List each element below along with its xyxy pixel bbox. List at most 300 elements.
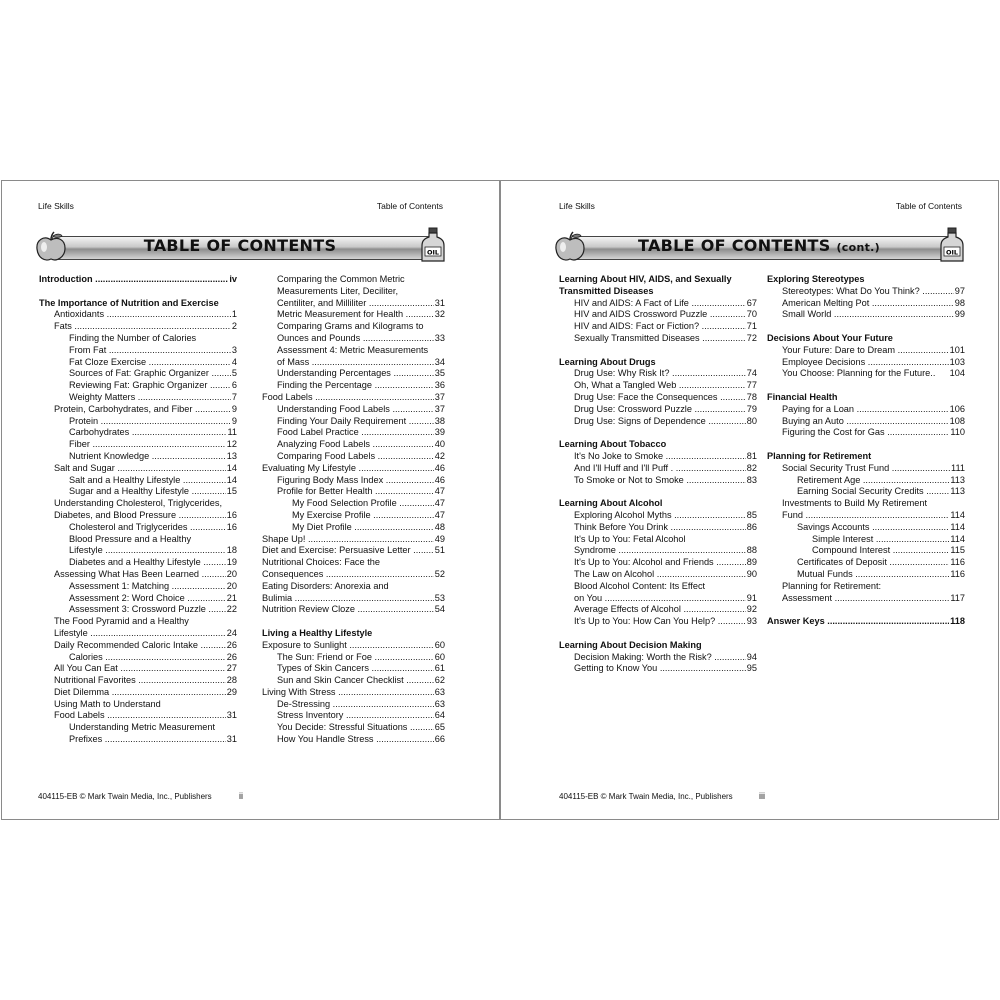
toc-entry	[262, 451, 445, 463]
toc-entry-page: 47	[434, 498, 445, 509]
toc-entry	[262, 710, 445, 722]
toc-entry-page: 95	[746, 663, 757, 674]
toc-entry-title: Figuring the Cost for Gas .....	[782, 427, 965, 437]
toc-entry	[262, 286, 445, 298]
toc-entry-page: 24	[226, 627, 237, 638]
toc-entry-page: 49	[434, 533, 445, 544]
toc-entry-title: To Smoke or Not to Smoke .....	[574, 475, 757, 485]
toc-entry-page: 116	[950, 557, 965, 568]
toc-entry	[262, 604, 445, 616]
toc-entry-title: Diet Dilemma .....	[54, 687, 237, 697]
toc-entry-title: Drug Use: Why Risk It? .....	[574, 368, 757, 378]
toc-entry	[767, 274, 965, 286]
toc-entry-title: The Law on Alcohol .....	[574, 569, 757, 579]
toc-entry	[767, 463, 965, 475]
toc-entry-page: 81	[746, 450, 757, 461]
toc-entry	[559, 392, 757, 404]
toc-entry-title: Diabetes and a Healthy Lifestyle .....	[69, 557, 237, 567]
toc-entry	[39, 321, 237, 333]
toc-entry	[262, 380, 445, 392]
toc-entry	[262, 309, 445, 321]
toc-entry	[39, 416, 237, 428]
toc-entry-page: 92	[746, 604, 757, 615]
toc-entry-title: Fats .....	[54, 321, 237, 331]
toc-entry-title: Drug Use: Crossword Puzzle .....	[574, 404, 757, 414]
toc-entry-page: 32	[434, 309, 445, 320]
toc-entry-title: Fiber .....	[69, 439, 237, 449]
toc-entry	[559, 451, 757, 463]
toc-entry-title: Learning About Decision Making	[559, 639, 702, 650]
toc-entry-title: Shape Up! .....	[262, 534, 445, 544]
toc-entry-page: 6	[231, 380, 237, 391]
toc-entry-page: 12	[226, 439, 237, 450]
toc-entry	[39, 569, 237, 581]
toc-entry	[559, 652, 757, 664]
toc-entry-title: Learning About Alcohol	[559, 498, 663, 509]
toc-entry	[559, 510, 757, 522]
toc-entry	[39, 368, 237, 380]
toc-entry	[559, 380, 757, 392]
toc-entry-page: 33	[434, 332, 445, 343]
toc-entry	[262, 545, 445, 557]
toc-entry-page: 79	[746, 403, 757, 414]
toc-column-1	[39, 274, 237, 746]
toc-entry-page: 88	[746, 545, 757, 556]
toc-entry-page: 63	[434, 698, 445, 709]
toc-entry	[767, 581, 965, 593]
toc-entry	[559, 333, 757, 345]
toc-entry	[559, 640, 757, 652]
toc-entry	[767, 392, 965, 404]
toc-entry	[262, 522, 445, 534]
toc-entry-title: It's Up to You: Fetal Alcohol	[574, 533, 686, 544]
toc-entry-title: Protein .....	[69, 416, 237, 426]
toc-entry	[767, 475, 965, 487]
toc-entry	[767, 616, 965, 628]
toc-entry-page: 31	[226, 734, 237, 745]
toc-entry-page: 35	[434, 368, 445, 379]
toc-entry	[39, 510, 237, 522]
page-title-suffix: (cont.)	[836, 241, 880, 254]
toc-entry	[767, 593, 965, 605]
toc-entry	[39, 427, 237, 439]
toc-entry	[262, 404, 445, 416]
toc-column-2	[262, 274, 445, 746]
toc-entry-title: Sources of Fat: Graphic Organizer .....	[69, 368, 237, 378]
toc-entry-title: Syndrome .....	[574, 545, 757, 555]
toc-entry-page: 37	[434, 403, 445, 414]
toc-entry-title: Food Labels .....	[262, 392, 445, 402]
toc-entry-title: Retirement Age .....	[797, 475, 965, 485]
toc-entry-page: 93	[746, 616, 757, 627]
toc-entry	[39, 345, 237, 357]
toc-entry-title: Living With Stress .....	[262, 687, 445, 697]
toc-entry-title: Prefixes .....	[69, 734, 237, 744]
toc-entry	[767, 427, 965, 439]
toc-entry-page: 71	[746, 321, 757, 332]
toc-entry-title: Finding the Number of Calories	[69, 332, 197, 343]
toc-entry-title: Financial Health	[767, 391, 838, 402]
toc-entry-title: Assessing What Has Been Learned .....	[54, 569, 237, 579]
toc-entry	[262, 486, 445, 498]
toc-entry	[767, 498, 965, 510]
toc-entry-page: 19	[226, 557, 237, 568]
title-banner	[34, 231, 446, 263]
toc-entry	[559, 581, 757, 593]
toc-entry-page: 46	[434, 474, 445, 485]
toc-entry	[39, 475, 237, 487]
toc-entry-page: 15	[226, 486, 237, 497]
toc-entry-title: Paying for a Loan .....	[782, 404, 965, 414]
toc-entry-title: Answer Keys .....	[767, 616, 965, 626]
toc-entry-title: Exploring Stereotypes	[767, 274, 865, 284]
toc-entry-title: HIV and AIDS: Fact or Fiction? .....	[574, 321, 757, 331]
toc-entry	[262, 368, 445, 380]
toc-entry-page: 113	[950, 486, 965, 497]
toc-entry-title: Comparing Grams and Kilograms to	[277, 321, 424, 332]
toc-entry	[39, 404, 237, 416]
running-header-right: Table of Contents	[376, 201, 443, 211]
toc-entry-page: 65	[434, 722, 445, 733]
toc-entry-title: Understanding Metric Measurement	[69, 722, 216, 733]
toc-entry-page: 91	[746, 592, 757, 603]
toc-entry-title: Mutual Funds .....	[797, 569, 965, 579]
toc-entry	[767, 368, 965, 380]
toc-entry-title: Diabetes, and Blood Pressure .....	[54, 510, 237, 520]
toc-entry	[559, 545, 757, 557]
toc-entry	[767, 309, 965, 321]
toc-entry-title: Daily Recommended Caloric Intake .....	[54, 640, 237, 650]
toc-entry	[39, 604, 237, 616]
toc-entry-title: It's Up to You: How Can You Help? .....	[574, 616, 757, 626]
toc-entry-page: 31	[434, 297, 445, 308]
toc-entry-title: Salt and Sugar .....	[54, 463, 237, 473]
toc-entry	[39, 534, 237, 546]
toc-entry	[559, 309, 757, 321]
toc-entry-title: Carbohydrates .....	[69, 427, 237, 437]
toc-entry-page: 37	[434, 391, 445, 402]
toc-entry-page: 1	[231, 309, 237, 320]
toc-entry	[767, 534, 965, 546]
toc-entry	[262, 640, 445, 652]
toc-entry-title: Ounces and Pounds .....	[277, 333, 445, 343]
toc-entry-page: 51	[434, 545, 445, 556]
toc-entry	[262, 675, 445, 687]
toc-entry	[767, 286, 965, 298]
toc-entry	[262, 439, 445, 451]
toc-entry-title: Buying an Auto .....	[782, 416, 965, 426]
toc-entry-page: 62	[434, 675, 445, 686]
toc-entry-page: 52	[434, 568, 445, 579]
toc-entry-title: Sexually Transmitted Diseases .....	[574, 333, 757, 343]
toc-entry-title: Lifestyle .....	[69, 545, 237, 555]
toc-entry-title: Assessment 1: Matching .....	[69, 581, 237, 591]
toc-entry-page: 47	[434, 486, 445, 497]
toc-entry-title: Employee Decisions .....	[782, 357, 965, 367]
toc-entry-page: 16	[226, 509, 237, 520]
toc-entry	[39, 274, 237, 286]
toc-entry-title: Assessment 2: Word Choice .....	[69, 593, 237, 603]
toc-column-2	[767, 274, 965, 628]
toc-entry-page: 82	[746, 462, 757, 473]
toc-entry-title: Drug Use: Signs of Dependence .....	[574, 416, 757, 426]
toc-entry	[39, 616, 237, 628]
toc-entry-title: Your Future: Dare to Dream .....	[782, 345, 965, 355]
toc-entry-title: Decision Making: Worth the Risk? .....	[574, 652, 757, 662]
toc-entry	[39, 451, 237, 463]
toc-entry-title: Comparing the Common Metric	[277, 274, 405, 284]
toc-entry-title: Planning for Retirement	[767, 450, 872, 461]
toc-entry-page: 7	[231, 391, 237, 402]
toc-entry-title: Food Label Practice .....	[277, 427, 445, 437]
toc-entry	[262, 663, 445, 675]
toc-entry-title: Planning for Retirement:	[782, 580, 882, 591]
toc-entry-title: It's Up to You: Alcohol and Friends .....	[574, 557, 757, 567]
running-header-right: Table of Contents	[895, 201, 962, 211]
toc-entry	[262, 722, 445, 734]
toc-entry	[559, 357, 757, 369]
toc-entry	[262, 298, 445, 310]
toc-entry-title: You Decide: Stressful Situations .....	[277, 722, 445, 732]
toc-entry-title: And I'll Huff and I'll Puff . .....	[574, 463, 757, 473]
toc-entry-page: 114	[950, 509, 965, 520]
toc-entry	[262, 734, 445, 746]
toc-entry-title: Certificates of Deposit .....	[797, 557, 965, 567]
toc-entry-title: My Diet Profile .....	[292, 522, 445, 532]
toc-entry-title: Oh, What a Tangled Web .....	[574, 380, 757, 390]
toc-entry-title: Measurements Liter, Deciliter,	[277, 285, 399, 296]
toc-entry-title: Introduction .....	[39, 274, 237, 284]
toc-entry-title: Decisions About Your Future	[767, 332, 893, 343]
left-page	[1, 180, 500, 820]
toc-entry-title: Assessment 3: Crossword Puzzle .....	[69, 604, 237, 614]
toc-entry-title: Calories .....	[69, 652, 237, 662]
toc-entry-page: 70	[746, 309, 757, 320]
toc-entry-title: Using Math to Understand	[54, 698, 161, 709]
toc-entry-page: 21	[226, 592, 237, 603]
toc-entry	[262, 427, 445, 439]
title-banner	[553, 231, 965, 263]
toc-entry-title: Drug Use: Face the Consequences .....	[574, 392, 757, 402]
toc-entry-title: of Mass .....	[277, 357, 445, 367]
toc-entry-page: 74	[746, 368, 757, 379]
toc-entry-page: 2	[231, 321, 237, 332]
toc-entry-title: Nutritional Favorites .....	[54, 675, 237, 685]
page-title	[553, 236, 965, 255]
toc-entry-page: 53	[434, 592, 445, 603]
toc-entry-title: Assessment .....	[782, 593, 965, 603]
toc-entry-page: 3	[231, 344, 237, 355]
toc-entry-page: 5	[231, 368, 237, 379]
toc-entry	[39, 522, 237, 534]
toc-entry-title: From Fat .....	[69, 345, 237, 355]
toc-entry	[767, 545, 965, 557]
toc-entry-title: All You Can Eat .....	[54, 663, 237, 673]
toc-entry	[559, 569, 757, 581]
toc-entry-title: Small World .....	[782, 309, 965, 319]
toc-entry-page: 80	[746, 415, 757, 426]
toc-entry-page: 117	[950, 592, 965, 603]
toc-entry	[39, 699, 237, 711]
toc-entry-title: Learning About Tobacco	[559, 439, 667, 450]
toc-entry-page: 85	[746, 509, 757, 520]
toc-entry	[262, 687, 445, 699]
toc-entry-page: 14	[226, 462, 237, 473]
toc-entry	[559, 439, 757, 451]
toc-entry-title: Exploring Alcohol Myths .....	[574, 510, 757, 520]
toc-entry	[262, 274, 445, 286]
toc-entry-title: Understanding Percentages .....	[277, 368, 445, 378]
toc-entry-page: 28	[226, 675, 237, 686]
toc-entry	[767, 522, 965, 534]
toc-entry-title: Comparing Food Labels .....	[277, 451, 445, 461]
toc-entry-page: 72	[746, 332, 757, 343]
toc-entry-page: 9	[231, 403, 237, 414]
toc-entry-page: 14	[226, 474, 237, 485]
toc-entry-page: 42	[434, 450, 445, 461]
toc-entry-page: 111	[951, 462, 965, 473]
footer-copyright: 404115-EB © Mark Twain Media, Inc., Publishers	[559, 792, 733, 801]
toc-entry	[39, 687, 237, 699]
toc-entry-title: Learning About Drugs	[559, 356, 656, 367]
toc-entry	[262, 510, 445, 522]
toc-entry	[767, 333, 965, 345]
toc-entry-title: Nutritional Choices: Face the	[262, 557, 380, 568]
toc-entry-page: 78	[746, 391, 757, 402]
toc-entry-page: 20	[226, 568, 237, 579]
toc-entry-page: 27	[226, 663, 237, 674]
toc-entry-page: 101	[949, 344, 965, 355]
toc-entry	[559, 604, 757, 616]
running-header-left: Life Skills	[38, 201, 74, 211]
page-title: TABLE OF CONTENTS	[143, 236, 337, 255]
toc-entry	[262, 593, 445, 605]
toc-entry-page: 108	[949, 415, 965, 426]
toc-entry-title: Getting to Know You .....	[574, 663, 757, 673]
toc-entry-title: Living a Healthy Lifestyle	[262, 627, 373, 638]
toc-entry-title: Stress Inventory .....	[277, 710, 445, 720]
toc-entry-page: 47	[434, 509, 445, 520]
toc-entry-page: iv	[229, 274, 237, 284]
toc-entry-title: De-Stressing .....	[277, 699, 445, 709]
toc-entry-title: HIV and AIDS: A Fact of Life .....	[574, 298, 757, 308]
toc-entry-title: The Food Pyramid and a Healthy	[54, 616, 189, 627]
toc-entry-title: Transmitted Diseases	[559, 285, 654, 296]
toc-entry-title: Think Before You Drink .....	[574, 522, 757, 532]
toc-entry	[559, 404, 757, 416]
toc-entry-page: 4	[231, 356, 237, 367]
toc-entry-page: 61	[434, 663, 445, 674]
toc-entry-title: Types of Skin Cancers .....	[277, 663, 445, 673]
toc-entry	[39, 357, 237, 369]
toc-entry-page: 104	[949, 368, 965, 379]
toc-entry-page: 16	[226, 521, 237, 532]
toc-entry-title: Figuring Body Mass Index .....	[277, 475, 445, 485]
toc-entry-title: Learning About HIV, AIDS, and Sexually	[559, 274, 732, 284]
toc-entry	[559, 286, 757, 298]
toc-entry	[559, 534, 757, 546]
toc-entry-page: 90	[746, 568, 757, 579]
toc-entry	[262, 475, 445, 487]
toc-entry	[39, 380, 237, 392]
toc-entry-title: Nutrition Review Cloze .....	[262, 604, 445, 614]
toc-entry-page: 106	[949, 403, 965, 414]
toc-entry	[767, 569, 965, 581]
toc-entry-title: Food Labels .....	[54, 710, 237, 720]
page-number: iii	[759, 791, 765, 801]
toc-entry	[39, 486, 237, 498]
toc-entry-page: 39	[434, 427, 445, 438]
toc-entry	[39, 710, 237, 722]
toc-entry	[39, 640, 237, 652]
toc-entry	[559, 616, 757, 628]
toc-entry-page: 40	[434, 439, 445, 450]
toc-entry	[39, 545, 237, 557]
toc-entry-title: Cholesterol and Triglycerides .....	[69, 522, 237, 532]
toc-entry-page: 97	[954, 285, 965, 296]
toc-entry	[39, 581, 237, 593]
toc-entry-title: Analyzing Food Labels .....	[277, 439, 445, 449]
toc-entry	[559, 463, 757, 475]
toc-entry-page: 29	[226, 686, 237, 697]
toc-entry	[262, 392, 445, 404]
toc-entry	[39, 663, 237, 675]
toc-entry	[767, 557, 965, 569]
toc-entry	[39, 557, 237, 569]
toc-entry-page: 118	[950, 616, 965, 627]
toc-entry-title: Blood Pressure and a Healthy	[69, 533, 192, 544]
toc-entry-page: 99	[954, 309, 965, 320]
toc-entry	[767, 357, 965, 369]
running-header-left: Life Skills	[559, 201, 595, 211]
toc-entry-title: The Sun: Friend or Foe .....	[277, 652, 445, 662]
toc-entry-title: on You .....	[574, 593, 757, 603]
toc-entry-page: 114	[950, 533, 965, 544]
toc-entry-title: Social Security Trust Fund .....	[782, 463, 965, 473]
toc-entry-page: 46	[434, 462, 445, 473]
toc-entry	[39, 333, 237, 345]
toc-entry	[559, 298, 757, 310]
toc-entry-title: Blood Alcohol Content: Its Effect	[574, 580, 706, 591]
toc-entry-page: 34	[434, 356, 445, 367]
toc-entry	[262, 557, 445, 569]
toc-entry	[262, 534, 445, 546]
toc-entry-page: 13	[226, 450, 237, 461]
toc-entry-title: Metric Measurement for Health .....	[277, 309, 445, 319]
toc-entry-title: Reviewing Fat: Graphic Organizer .....	[69, 380, 237, 390]
toc-entry	[262, 581, 445, 593]
toc-entry-page: 48	[434, 521, 445, 532]
toc-entry-page: 77	[746, 380, 757, 391]
toc-entry	[39, 463, 237, 475]
toc-entry-title: Diet and Exercise: Persuasive Letter .....	[262, 545, 445, 555]
toc-entry-page: 31	[226, 710, 237, 721]
toc-entry	[262, 357, 445, 369]
toc-entry	[262, 321, 445, 333]
toc-entry-title: The Importance of Nutrition and Exercise	[39, 297, 219, 308]
toc-entry-title: Earning Social Security Credits .....	[797, 486, 965, 496]
toc-entry-page: 113	[950, 474, 965, 485]
right-page	[500, 180, 999, 820]
toc-entry-page: 89	[746, 557, 757, 568]
toc-entry-title: Lifestyle .....	[54, 628, 237, 638]
toc-entry-page: 103	[949, 356, 965, 367]
toc-entry	[767, 451, 965, 463]
toc-entry	[262, 652, 445, 664]
toc-entry-title: Stereotypes: What Do You Think? .....	[782, 286, 965, 296]
toc-entry-title: Bulimia .....	[262, 593, 445, 603]
toc-entry-page: 115	[950, 545, 965, 556]
